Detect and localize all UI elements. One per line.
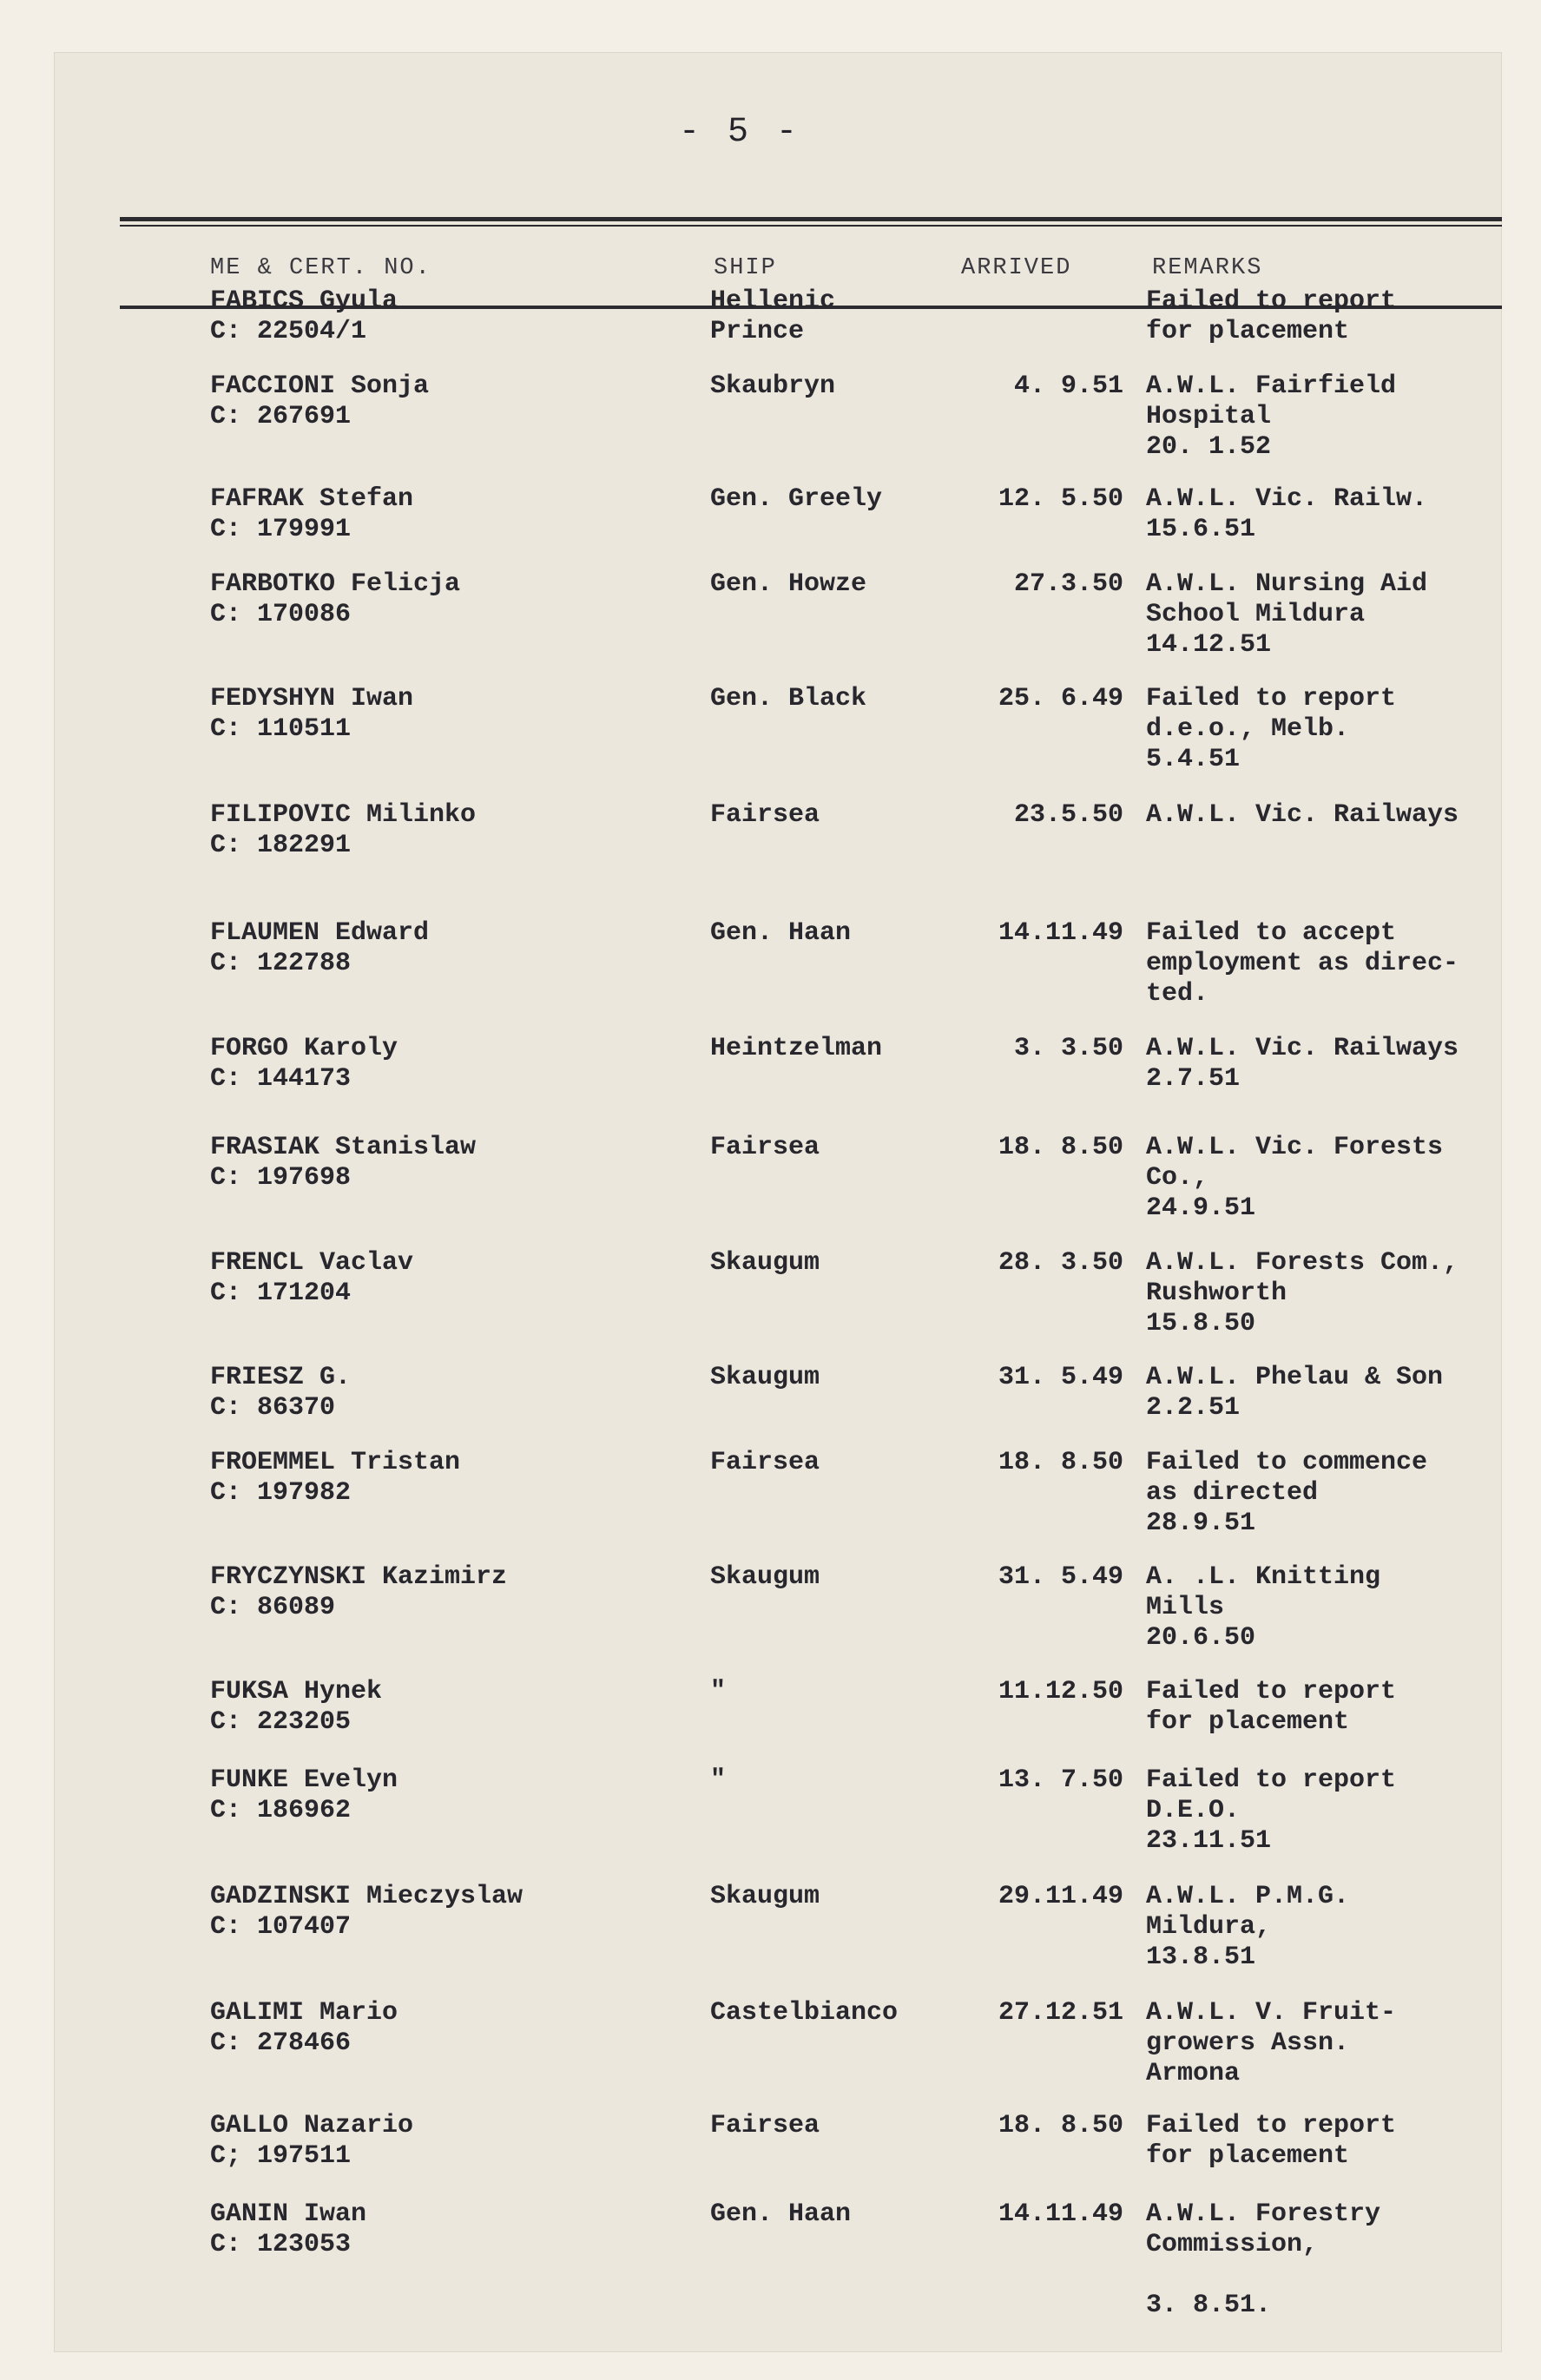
top-rule — [120, 217, 1502, 221]
entry-arrived: 25. 6.49 — [998, 684, 1123, 713]
entry-cert-number: C: 197698 — [210, 1163, 352, 1193]
entry-ship: Hellenic Prince — [710, 286, 836, 346]
entry-arrived: 29.11.49 — [998, 1882, 1123, 1911]
entry-cert-number: C: 197982 — [210, 1478, 352, 1508]
entry-name: GANIN Iwan — [210, 2199, 367, 2229]
entry-cert-number: C: 22504/1 — [210, 317, 367, 346]
entry-ship: Fairsea — [710, 1448, 820, 1477]
entry-ship: Fairsea — [710, 1133, 820, 1162]
entry-cert-number: C: 186962 — [210, 1796, 352, 1825]
entry-remarks: A. .L. Knitting Mills 20.6.50 — [1146, 1562, 1381, 1653]
page-number: - 5 - — [679, 113, 801, 152]
table-row — [54, 1448, 1502, 1543]
entry-ship: Heintzelman — [710, 1034, 883, 1063]
entry-name: FABICS Gyula — [210, 286, 398, 316]
entry-remarks: Failed to report for placement — [1146, 1677, 1397, 1737]
entry-name: FUKSA Hynek — [210, 1677, 383, 1706]
entry-remarks: A.W.L. Vic. Forests Co., 24.9.51 — [1146, 1133, 1444, 1223]
entry-name: FRIESZ G. — [210, 1363, 352, 1392]
entry-remarks: A.W.L. V. Fruit- growers Assn. Armona — [1146, 1998, 1397, 2088]
table-row — [54, 800, 1502, 896]
table-row — [54, 1248, 1502, 1344]
entry-name: FLAUMEN Edward — [210, 918, 430, 948]
entry-name: FRENCL Vaclav — [210, 1248, 414, 1278]
table-row — [54, 1882, 1502, 1977]
entry-name: FARBOTKO Felicja — [210, 569, 461, 599]
entry-remarks: A.W.L. Fairfield Hospital 20. 1.52 — [1146, 371, 1397, 462]
entry-remarks: Failed to report D.E.O. 23.11.51 — [1146, 1765, 1397, 1856]
entry-cert-number: C: 171204 — [210, 1279, 352, 1308]
entry-arrived: 4. 9.51 — [1013, 371, 1123, 401]
table-row — [54, 1034, 1502, 1129]
entry-name: FACCIONI Sonja — [210, 371, 430, 401]
entry-remarks: A.W.L. Forestry Commission, 3. 8.51. — [1146, 2199, 1381, 2320]
entry-remarks: Failed to accept employment as direc- ted. — [1146, 918, 1459, 1009]
entry-arrived: 31. 5.49 — [998, 1363, 1123, 1392]
entry-name: GADZINSKI Mieczyslaw — [210, 1882, 524, 1911]
entry-ship: Skaugum — [710, 1248, 820, 1278]
entry-arrived: 14.11.49 — [998, 2199, 1123, 2229]
entry-arrived: 18. 8.50 — [998, 1448, 1123, 1477]
entry-name: FRYCZYNSKI Kazimirz — [210, 1562, 508, 1592]
entry-cert-number: C: 182291 — [210, 831, 352, 860]
entry-cert-number: C: 179991 — [210, 515, 352, 544]
entry-arrived: 27.12.51 — [998, 1998, 1123, 2028]
table-row — [54, 484, 1502, 580]
entry-remarks: Failed to report for placement — [1146, 286, 1397, 346]
entry-name: FAFRAK Stefan — [210, 484, 414, 514]
entry-remarks: Failed to report d.e.o., Melb. 5.4.51 — [1146, 684, 1397, 774]
entry-name: FRASIAK Stanislaw — [210, 1133, 477, 1162]
entry-cert-number: C: 267691 — [210, 402, 352, 431]
header-remarks: REMARKS — [1152, 255, 1263, 281]
entry-arrived: 3. 3.50 — [1013, 1034, 1123, 1063]
entry-ship: Gen. Black — [710, 684, 867, 713]
header-name-cert: ME & CERT. NO. — [210, 255, 431, 281]
entry-remarks: A.W.L. Phelau & Son 2.2.51 — [1146, 1363, 1444, 1423]
table-row — [54, 1562, 1502, 1658]
entry-remarks: Failed to commence as directed 28.9.51 — [1146, 1448, 1428, 1538]
table-row — [54, 2199, 1502, 2320]
entry-ship: " — [710, 1677, 727, 1706]
entry-ship: Skaugum — [710, 1882, 820, 1911]
entry-cert-number: C: 110511 — [210, 714, 352, 744]
entry-ship: Gen. Howze — [710, 569, 867, 599]
entry-cert-number: C: 86089 — [210, 1593, 336, 1622]
entry-ship: Skaubryn — [710, 371, 836, 401]
document-page — [54, 52, 1502, 2352]
entry-remarks: A.W.L. Forests Com., Rushworth 15.8.50 — [1146, 1248, 1459, 1338]
table-row — [54, 2111, 1502, 2206]
entry-cert-number: C: 170086 — [210, 600, 352, 629]
entry-name: FORGO Karoly — [210, 1034, 398, 1063]
entry-ship: Castelbianco — [710, 1998, 899, 2028]
entry-name: FILIPOVIC Milinko — [210, 800, 477, 830]
entry-arrived: 13. 7.50 — [998, 1765, 1123, 1795]
table-row — [54, 1133, 1502, 1228]
entry-cert-number: C: 144173 — [210, 1064, 352, 1094]
entry-ship: Gen. Haan — [710, 2199, 852, 2229]
header-arrived: ARRIVED — [961, 255, 1072, 281]
entry-cert-number: C: 107407 — [210, 1912, 352, 1942]
entry-arrived: 18. 8.50 — [998, 1133, 1123, 1162]
entry-arrived: 18. 8.50 — [998, 2111, 1123, 2140]
entry-arrived: 27.3.50 — [1013, 569, 1123, 599]
entry-name: FUNKE Evelyn — [210, 1765, 398, 1795]
entry-cert-number: C: 223205 — [210, 1707, 352, 1737]
entry-remarks: A.W.L. Vic. Railw. 15.6.51 — [1146, 484, 1428, 544]
table-row — [54, 1765, 1502, 1861]
entry-arrived: 28. 3.50 — [998, 1248, 1123, 1278]
entry-cert-number: C; 197511 — [210, 2141, 352, 2171]
entry-arrived: 12. 5.50 — [998, 484, 1123, 514]
entry-arrived: 23.5.50 — [1013, 800, 1123, 830]
header-ship: SHIP — [714, 255, 777, 281]
entry-name: FEDYSHYN Iwan — [210, 684, 414, 713]
entry-cert-number: C: 122788 — [210, 949, 352, 978]
entry-name: FROEMMEL Tristan — [210, 1448, 461, 1477]
entry-ship: Fairsea — [710, 2111, 820, 2140]
entry-name: GALLO Nazario — [210, 2111, 414, 2140]
entry-ship: Gen. Greely — [710, 484, 883, 514]
entry-ship: " — [710, 1765, 727, 1795]
entry-remarks: A.W.L. P.M.G. Mildura, 13.8.51 — [1146, 1882, 1350, 1972]
entry-remarks: A.W.L. Nursing Aid School Mildura 14.12.51 — [1146, 569, 1428, 660]
table-row — [54, 684, 1502, 779]
entry-name: GALIMI Mario — [210, 1998, 398, 2028]
entry-remarks: Failed to report for placement — [1146, 2111, 1397, 2171]
entry-remarks: A.W.L. Vic. Railways 2.7.51 — [1146, 1034, 1459, 1094]
entry-ship: Gen. Haan — [710, 918, 852, 948]
table-row — [54, 371, 1502, 467]
entry-cert-number: C: 278466 — [210, 2028, 352, 2058]
entry-arrived: 11.12.50 — [998, 1677, 1123, 1706]
table-row — [54, 1677, 1502, 1772]
entry-arrived: 31. 5.49 — [998, 1562, 1123, 1592]
table-row — [54, 286, 1502, 382]
entry-arrived: 14.11.49 — [998, 918, 1123, 948]
table-row — [54, 918, 1502, 1014]
entry-ship: Skaugum — [710, 1363, 820, 1392]
entry-ship: Fairsea — [710, 800, 820, 830]
entry-ship: Skaugum — [710, 1562, 820, 1592]
table-row — [54, 569, 1502, 665]
entry-cert-number: C: 123053 — [210, 2230, 352, 2259]
entry-cert-number: C: 86370 — [210, 1393, 336, 1423]
entry-remarks: A.W.L. Vic. Railways — [1146, 800, 1459, 830]
table-row — [54, 1998, 1502, 2094]
table-row — [54, 1363, 1502, 1458]
top-rule-thin — [120, 225, 1502, 227]
